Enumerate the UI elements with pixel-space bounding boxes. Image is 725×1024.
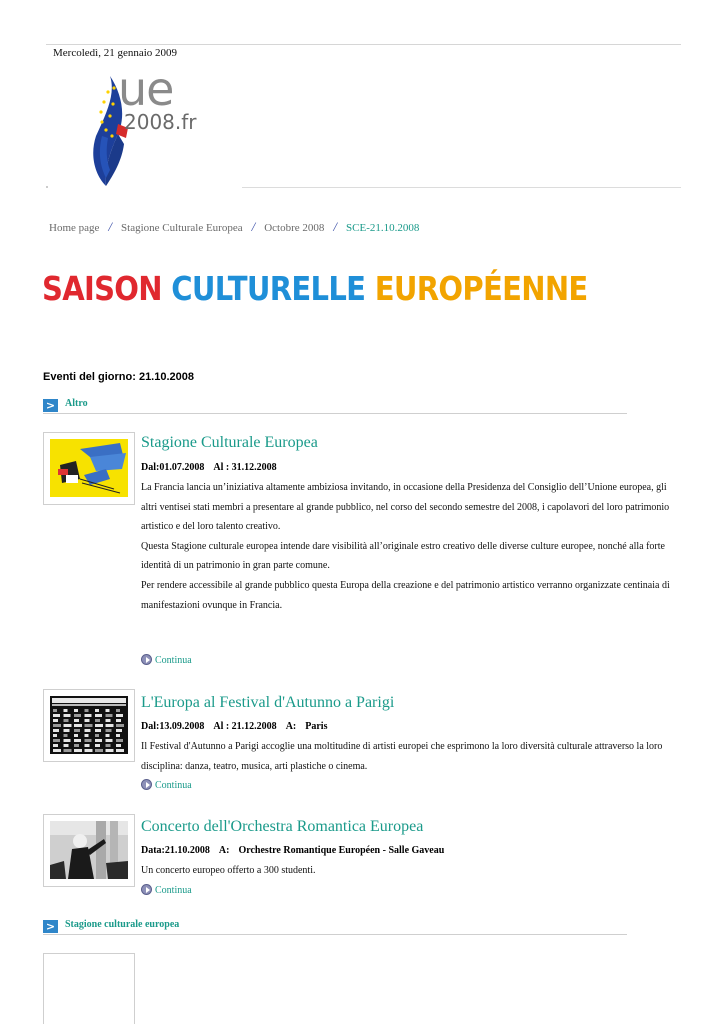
ue2008-logo[interactable]	[88, 62, 208, 189]
top-divider	[46, 44, 681, 45]
description-paragraph: Per rendere accessibile al grande pubblico questa Europa della creazione e del patrimonio artistico verranno organizzate centinaia di manifestazioni ovunque in Francia.	[141, 579, 670, 611]
event-start-date: Dal:13.09.2008	[141, 721, 205, 732]
logo-ue-text: ue	[118, 62, 174, 116]
breadcrumb-home[interactable]: Home page	[49, 222, 100, 234]
logo-year-text: 2008.fr	[124, 110, 197, 134]
event-place-label: A:	[285, 721, 297, 732]
description-paragraph: Un concerto europeo offerto a 300 studenti.	[141, 865, 316, 876]
event-meta	[141, 462, 277, 473]
event-thumbnail[interactable]	[43, 689, 135, 762]
event-date: Data:21.10.2008	[141, 845, 210, 856]
continue-label: Continua	[155, 780, 192, 791]
arrow-right-icon: >	[43, 399, 58, 412]
breadcrumb-octobre[interactable]: Octobre 2008	[264, 222, 325, 234]
play-icon	[141, 779, 152, 790]
arrow-right-icon: >	[43, 920, 58, 933]
event-meta	[141, 721, 327, 732]
event-description	[141, 861, 676, 881]
event-thumbnail[interactable]	[43, 953, 135, 1024]
saison-culturelle-banner	[42, 269, 588, 308]
current-date: Mercoledì, 21 gennaio 2009	[53, 47, 178, 59]
event-image	[50, 821, 128, 879]
section-label[interactable]: Stagione culturale europea	[65, 919, 180, 930]
description-paragraph: La Francia lancia un’iniziativa altamente ambiziosa invitando, in occasione della Presidenza del Consiglio dell’Unione europea, gli altri ventisei stati membri a presentare al grande pubblico, nel corso del secondo semestre del 2008, i capolavori del loro patrimonio artistico e del loro talento creativo.	[141, 482, 670, 533]
event-place: Orchestre Romantique Européen - Salle Gaveau	[238, 845, 445, 856]
header-divider	[242, 187, 681, 188]
description-paragraph: Il Festival d'Autunno a Parigi accoglie una moltitudine di artisti europei che esprimono la loro diversità culturale attraverso la loro disciplina: danza, teatro, musica, arti plastiche o cinema.	[141, 741, 663, 772]
continue-label: Continua	[155, 655, 192, 666]
breadcrumb	[49, 219, 419, 235]
event-end-date: Al : 21.12.2008	[213, 721, 277, 732]
event-image	[50, 439, 128, 497]
event-thumbnail[interactable]	[43, 432, 135, 505]
banner-word-europeenne: EUROPÉENNE	[374, 269, 588, 308]
continue-link[interactable]	[141, 779, 192, 791]
continue-label: Continua	[155, 885, 192, 896]
event-place: Paris	[305, 721, 328, 732]
event-title-link[interactable]: L'Europa al Festival d'Autunno a Parigi	[141, 694, 395, 711]
description-paragraph: Questa Stagione culturale europea intende dare visibilità all’originale estro creativo delle diverse culture europee, nonché alla forte identità di un patrimonio in gran parte comune.	[141, 540, 665, 572]
breadcrumb-current: SCE-21.10.2008	[346, 222, 420, 234]
event-start-date: Dal:01.07.2008	[141, 462, 205, 473]
play-icon	[141, 654, 152, 665]
event-image	[50, 696, 128, 754]
section-header-stagione	[43, 919, 627, 935]
banner-word-culturelle: CULTURELLE	[171, 269, 366, 308]
breadcrumb-separator: /	[108, 219, 113, 234]
event-place-label: A:	[218, 845, 230, 856]
event-title-link[interactable]: Stagione Culturale Europea	[141, 434, 318, 451]
continue-link[interactable]	[141, 654, 192, 666]
events-day-heading: Eventi del giorno: 21.10.2008	[43, 371, 195, 383]
section-header-altro	[43, 398, 627, 414]
event-meta	[141, 845, 444, 856]
breadcrumb-separator: /	[333, 219, 338, 234]
decorative-dot	[46, 186, 48, 188]
event-end-date: Al : 31.12.2008	[213, 462, 277, 473]
event-title-link[interactable]: Concerto dell'Orchestra Romantica Europea	[141, 818, 424, 835]
event-thumbnail[interactable]	[43, 814, 135, 887]
banner-word-saison: SAISON	[42, 269, 162, 308]
section-label[interactable]: Altro	[65, 398, 88, 409]
breadcrumb-stagione[interactable]: Stagione Culturale Europea	[121, 222, 243, 234]
event-description	[141, 478, 676, 615]
breadcrumb-separator: /	[251, 219, 256, 234]
continue-link[interactable]	[141, 884, 192, 896]
play-icon	[141, 884, 152, 895]
event-description	[141, 737, 676, 776]
